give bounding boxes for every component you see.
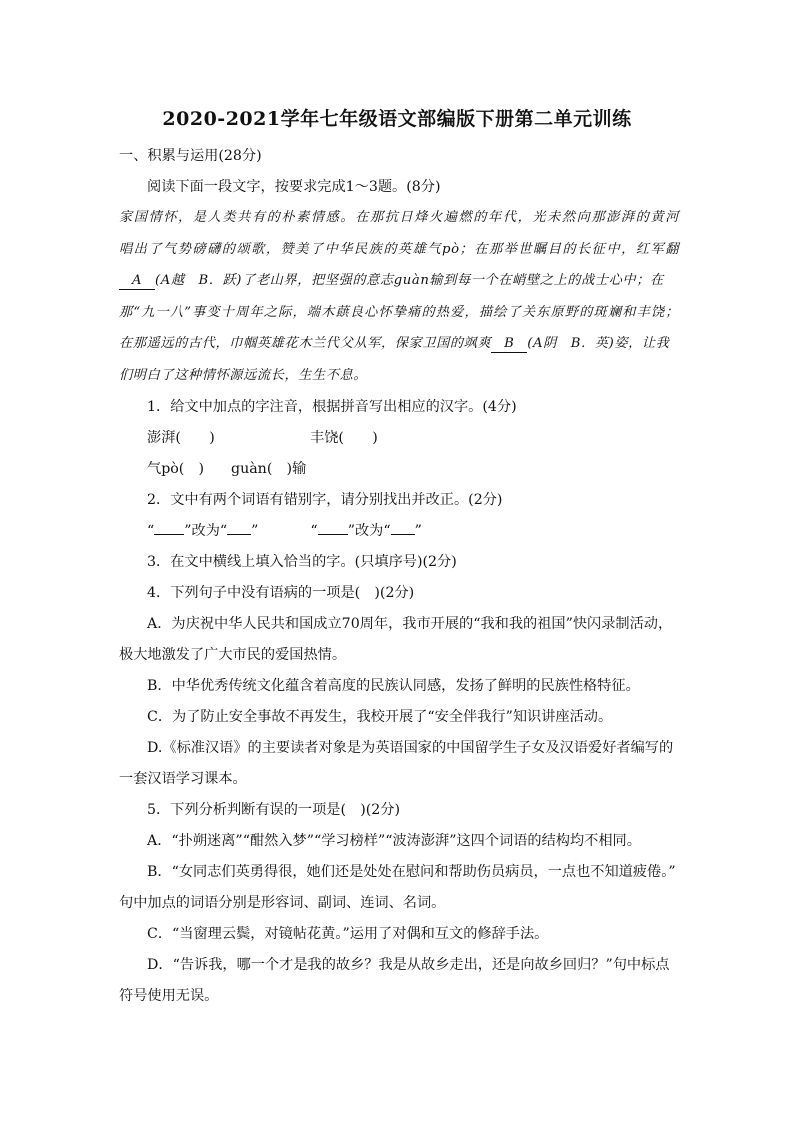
passage-line-5-post: (A阴 B．英)姿，让我 — [527, 336, 670, 351]
question-2-answer-row — [147, 521, 682, 541]
q5-option-c: C．“当窗理云鬓，对镜帖花黄。”运用了对偶和互文的修辞手法。 — [147, 926, 549, 942]
q4-option-d-line-2: 一套汉语学习课本。 — [119, 771, 247, 787]
q4-option-a-line-2: 极大地激发了广大市民的爱国热情。 — [119, 647, 347, 663]
q1-item-b: 丰饶( ) — [310, 430, 378, 446]
question-4-stem: 4．下列句子中没有语病的一项是( )(2分) — [147, 585, 415, 601]
quote-end-2: ” — [414, 523, 422, 539]
q4-option-d-line-1: D.《标准汉语》的主要读者对象是为英语国家的中国留学生子女及汉语爱好者编写的 — [147, 740, 674, 756]
answer-blank-2 — [227, 534, 251, 535]
q1-item-d: guàn( )输 — [231, 461, 307, 477]
answer-blank-1 — [154, 534, 184, 535]
passage-line-6: 们明白了这种情怀源远流长，生生不息。 — [119, 368, 368, 383]
quote-close-1: ”改为“ — [184, 523, 228, 539]
passage-line-5-pre: 在那遥远的古代，巾帼英雄花木兰代父从军，保家卫国的飒爽 — [119, 336, 492, 351]
passage-line-3 — [119, 271, 664, 291]
passage-line-1: 家国情怀，是人类共有的朴素情感。在那抗日烽火遍燃的年代，光未然向那澎湃的黄河 — [119, 210, 679, 225]
q1-item-c: 气pò( ) — [147, 461, 205, 477]
q5-option-d-line-2: 符号使用无误。 — [119, 988, 219, 1004]
answer-blank-b: B — [491, 336, 527, 353]
quote-open-2: “ — [310, 523, 318, 539]
q5-option-b-line-1: B．“女同志们英勇得很，她们还是处处在慰问和帮助伤员病员，一点也不知道疲倦。” — [147, 864, 676, 880]
question-3-stem: 3．在文中横线上填入恰当的字。(只填序号)(2分) — [147, 554, 457, 570]
q4-option-b: B．中华优秀传统文化蕴含着高度的民族认同感，发扬了鲜明的民族性格特征。 — [147, 678, 640, 694]
question-1-row-1 — [147, 428, 682, 448]
q5-option-d-line-1: D．“告诉我，哪一个才是我的故乡？我是从故乡走出，还是向故乡回归？”句中标点 — [147, 957, 670, 973]
passage-line-5 — [119, 334, 670, 354]
page-title: 2020-2021学年七年级语文部编版下册第二单元训练 — [162, 108, 632, 130]
quote-open-1: “ — [147, 523, 155, 539]
question-1-row-2 — [147, 459, 682, 479]
section-heading: 一、积累与运用(28分) — [119, 148, 262, 164]
q1-item-a: 澎湃( ) — [147, 430, 215, 446]
passage-line-3-text: (A越 B．跃)了老山界，把坚强的意志guàn输到每一个在峭壁之上的战士心中；在 — [155, 273, 664, 288]
answer-blank-a: A — [119, 273, 155, 290]
question-1-stem: 1．给文中加点的字注音，根据拼音写出相应的汉字。(4分) — [147, 399, 517, 415]
question-2-stem: 2．文中有两个词语有错别字，请分别找出并改正。(2分) — [147, 492, 503, 508]
q4-option-c: C．为了防止安全事故不再发生，我校开展了“安全伴我行”知识讲座活动。 — [147, 709, 613, 725]
reading-instruction: 阅读下面一段文字，按要求完成1～3题。(8分) — [147, 179, 441, 195]
answer-blank-4 — [391, 534, 415, 535]
q5-option-b-line-2: 句中加点的词语分别是形容词、副词、连词、名词。 — [119, 895, 446, 911]
answer-blank-3 — [318, 534, 348, 535]
passage-line-2: 唱出了气势磅礴的颂歌，赞美了中华民族的英雄气pò；在那举世瞩目的长征中，红军翻 — [119, 242, 679, 257]
quote-end-1: ” — [251, 523, 259, 539]
q5-option-a: A．“扑朔迷离”“酣然入梦”“学习榜样”“波涛澎湃”这四个词语的结构均不相同。 — [147, 833, 641, 849]
quote-close-2: ”改为“ — [347, 523, 391, 539]
question-5-stem: 5．下列分析判断有误的一项是( )(2分) — [147, 802, 401, 818]
passage-line-4: 那“九一八”事变十周年之际，端木蕻良心怀挚痛的热爱，描绘了关东原野的斑斓和丰饶； — [119, 305, 679, 320]
q4-option-a-line-1: A．为庆祝中华人民共和国成立70周年，我市开展的“我和我的祖国”快闪录制活动， — [147, 616, 673, 632]
